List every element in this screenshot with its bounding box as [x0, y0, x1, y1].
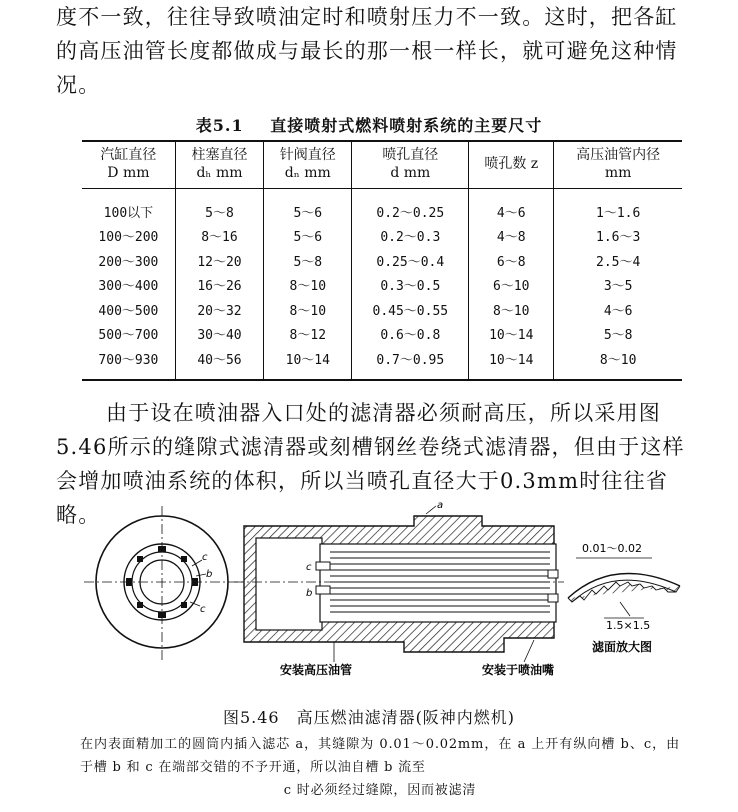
- table-cell: 0.6～0.8: [352, 322, 469, 347]
- table-cell: 700～930: [98, 352, 159, 368]
- section-label-c: c: [306, 562, 312, 573]
- table-cell: 1.6～3: [554, 224, 682, 249]
- table-cell: 0.25～0.4: [352, 248, 469, 273]
- table-cell: 2.5～4: [554, 248, 682, 273]
- table-cell: 10～14: [264, 346, 352, 380]
- table-cell: 6～8: [469, 248, 554, 273]
- header-pipe-inner-diameter: 高压油管内径 mm: [554, 141, 682, 189]
- table-cell: 5～8: [554, 322, 682, 347]
- table-cell: 0.2～0.25: [352, 189, 469, 224]
- table-cell: 8～10: [469, 297, 554, 322]
- table-cell: 5～6: [264, 224, 352, 249]
- figure-note-body: 在内表面精加工的圆筒内插入滤芯 a，其缝隙为 0.01～0.02mm，在 a 上开有纵向槽 b、c，由于槽 b 和 c 在端部交错的不予开通，所以油自槽 b 流至: [80, 737, 680, 775]
- table-cell: 12～20: [175, 248, 263, 273]
- header-nozzle-hole-count: 喷孔数 z: [469, 141, 554, 189]
- table-cell: 20～32: [175, 297, 263, 322]
- outlet-label: 安装于喷油嘴: [482, 663, 555, 677]
- table-header-row: [82, 141, 682, 189]
- table-cell: 100以下: [103, 205, 154, 221]
- table-cell: 0.2～0.3: [352, 224, 469, 249]
- table-row: [82, 273, 682, 298]
- table-cell: 16～26: [175, 273, 263, 298]
- table-row: [82, 346, 682, 380]
- detail-view-label: 滤面放大图: [592, 640, 653, 654]
- table-cell: 100～200: [98, 230, 159, 246]
- table-cell: 10～14: [469, 322, 554, 347]
- header-cylinder-diameter: 汽缸直径 D mm: [82, 141, 175, 189]
- header-plunger-diameter: 柱塞直径 dₕ mm: [175, 141, 263, 189]
- section-label-b: b: [306, 588, 313, 599]
- table-cell: 8～16: [175, 224, 263, 249]
- table-cell: 40～56: [175, 346, 263, 380]
- intro-paragraph: 度不一致，往往导致喷油定时和喷射压力不一致。这时，把各缸的高压油管长度都做成与最长的那一根一样长，就可避免这种情况。: [56, 5, 678, 97]
- table-row: [82, 189, 682, 224]
- filter-figure: [84, 502, 694, 702]
- detail-view-drawing: [568, 542, 680, 654]
- gap-dimension-label: 0.01～0.02: [582, 542, 642, 555]
- table-cell: 4～6: [554, 297, 682, 322]
- table-cell: 5～6: [264, 189, 352, 224]
- table-cell: 0.3～0.5: [352, 273, 469, 298]
- table-cell: 200～300: [98, 254, 159, 270]
- table-cell: 0.7～0.95: [352, 346, 469, 380]
- table-cell: 500～700: [98, 328, 159, 344]
- end-view-drawing: [84, 506, 244, 662]
- end-view-label-b: b: [206, 569, 213, 580]
- table-cell: 5～8: [175, 189, 263, 224]
- header-needle-diameter: 针阀直径 dₙ mm: [264, 141, 352, 189]
- table-cell: 8～12: [264, 322, 352, 347]
- section-view-drawing: [234, 502, 564, 677]
- section-label-a: a: [437, 502, 444, 511]
- table-cell: 30～40: [175, 322, 263, 347]
- header-nozzle-hole-diameter: 喷孔直径 d mm: [352, 141, 469, 189]
- table-cell: 8～10: [264, 297, 352, 322]
- table-caption: 直接喷射式燃料喷射系统的主要尺寸: [270, 116, 543, 135]
- table-cell: 3～5: [554, 273, 682, 298]
- table-cell: 1～1.6: [554, 189, 682, 224]
- table-row: [82, 248, 682, 273]
- table-cell: 4～6: [469, 189, 554, 224]
- table-cell: 4～8: [469, 224, 554, 249]
- table-row: [82, 297, 682, 322]
- table-number: 表5.1: [195, 116, 244, 135]
- table-title: [0, 113, 738, 136]
- table-cell: 8～10: [554, 346, 682, 380]
- table-cell: 6～10: [469, 273, 554, 298]
- table-cell: 5～8: [264, 248, 352, 273]
- end-view-label-c-top: c: [202, 552, 208, 563]
- spec-table: [82, 140, 682, 381]
- table-cell: 10～14: [469, 346, 554, 380]
- table-cell: 300～400: [98, 279, 159, 295]
- groove-dimension-label: 1.5×1.5: [606, 619, 651, 632]
- end-view-label-c-bottom: c: [200, 604, 206, 615]
- table-cell: 8～10: [264, 273, 352, 298]
- inlet-label: 安装高压油管: [280, 663, 353, 677]
- figure-note: [80, 733, 680, 802]
- table-row: [82, 224, 682, 249]
- table-cell: 0.45～0.55: [352, 297, 469, 322]
- filter-paragraph: 由于设在喷油器入口处的滤清器必须耐高压，所以采用图5.46所示的缝隙式滤清器或刻槽钢丝卷绕式滤清器，但由于这样会增加喷油系统的体积，所以当喷孔直径大于0.3mm时往往省略。: [56, 401, 685, 527]
- table-row: [82, 322, 682, 347]
- table-cell: 400～500: [98, 303, 159, 319]
- figure-note-last-line: c 时必须经过缝隙，因而被滤清: [283, 783, 477, 798]
- figure-caption: 图5.46 高压燃油滤清器(阪神内燃机): [222, 708, 516, 727]
